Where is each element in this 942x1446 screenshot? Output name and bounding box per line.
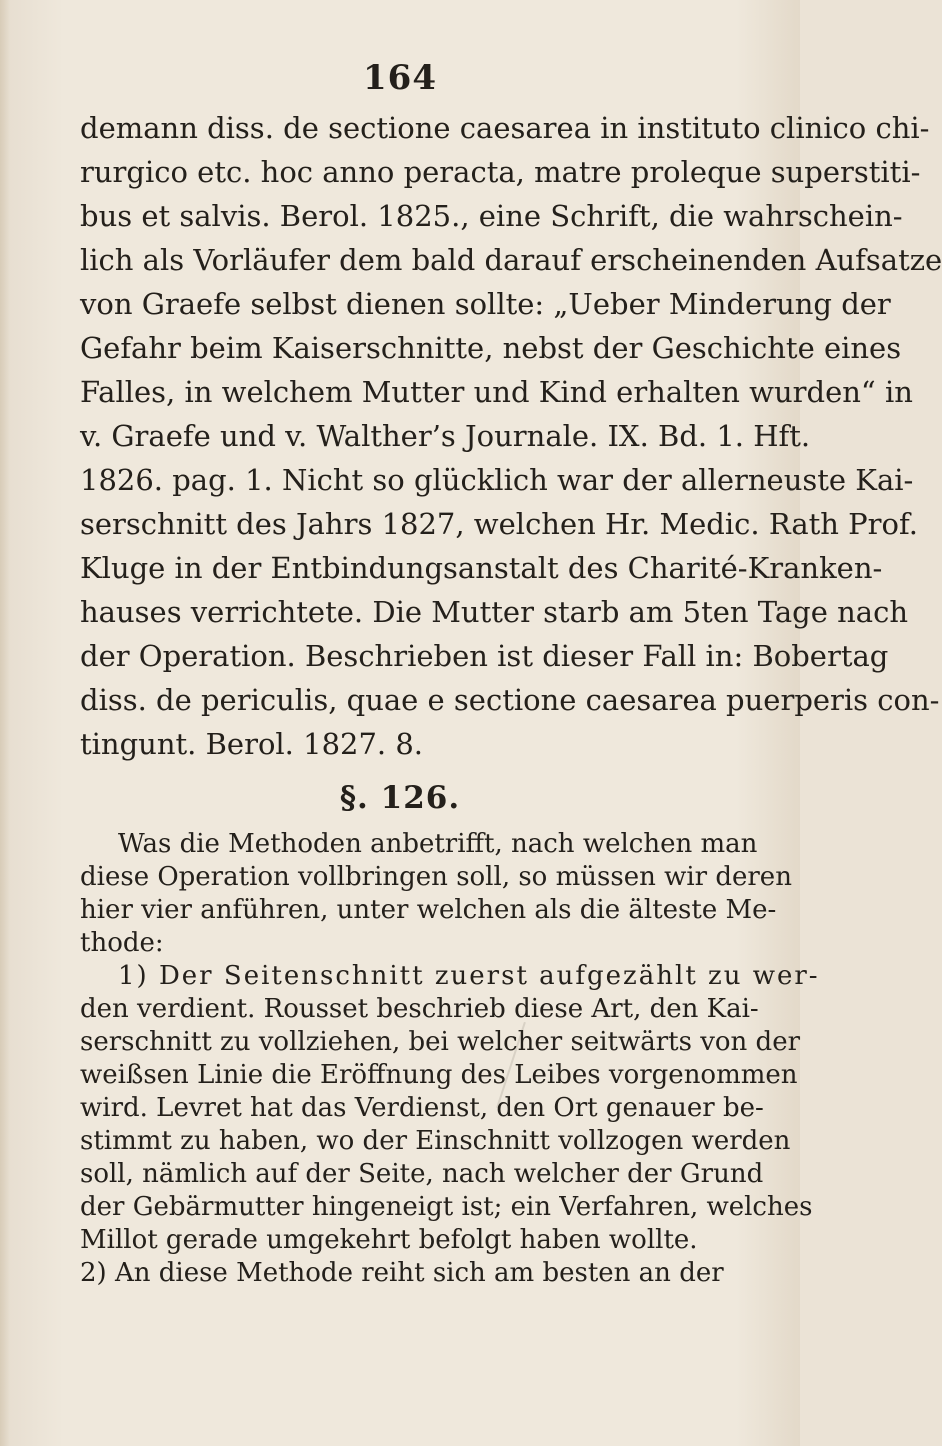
- text-line-13: der Operation. Beschrieben ist dieser Fall in: Bobertag: [80, 639, 889, 673]
- text-line-29: 2) An diese Methode reiht sich am besten an der: [80, 1258, 724, 1288]
- text-line-15: tingunt. Berol. 1827. 8.: [80, 727, 424, 761]
- text-line-1: demann diss. de sectione caesarea in instituto clinico chi-: [80, 111, 930, 145]
- text-line-23: weißsen Linie die Eröffnung des Leibes vorgenommen: [80, 1060, 798, 1090]
- text-line-5: von Graefe selbst dienen sollte: „Ueber Minderung der: [80, 287, 891, 321]
- text-line-4: lich als Vorläufer dem bald darauf erscheinenden Aufsatze: [80, 243, 942, 277]
- text-line-17: diese Operation vollbringen soll, so müssen wir deren: [80, 862, 792, 892]
- text-line-6: Gefahr beim Kaiserschnitte, nebst der Geschichte eines: [80, 331, 902, 365]
- text-line-12: hauses verrichtete. Die Mutter starb am 5ten Tage nach: [80, 595, 909, 629]
- text-line-8: v. Graefe und v. Walther’s Journale. IX. Bd. 1. Hft.: [80, 419, 811, 453]
- text-line-20: 1) Der Seitenschnitt zuerst aufgezählt zu wer-: [118, 961, 820, 991]
- page-edge-shadow: [0, 0, 10, 1446]
- text-line-16: Was die Methoden anbetrifft, nach welchen man: [118, 829, 758, 859]
- text-line-7: Falles, in welchem Mutter und Kind erhalten wurden“ in: [80, 375, 913, 409]
- text-line-18: hier vier anführen, unter welchen als die älteste Me-: [80, 895, 777, 925]
- section-heading: §. 126.: [339, 780, 461, 816]
- text-line-28: Millot gerade umgekehrt befolgt haben wollte.: [80, 1225, 698, 1255]
- text-line-25: stimmt zu haben, wo der Einschnitt vollzogen werden: [80, 1126, 791, 1156]
- text-line-24: wird. Levret hat das Verdienst, den Ort genauer be-: [80, 1093, 764, 1123]
- text-line-11: Kluge in der Entbindungsanstalt des Charité-Kranken-: [80, 551, 883, 585]
- text-line-2: rurgico etc. hoc anno peracta, matre proleque superstiti-: [80, 155, 921, 189]
- text-line-26: soll, nämlich auf der Seite, nach welcher der Grund: [80, 1159, 764, 1189]
- text-line-19: thode:: [80, 928, 164, 958]
- page-number: 164: [363, 58, 437, 98]
- text-line-9: 1826. pag. 1. Nicht so glücklich war der allerneuste Kai-: [80, 463, 914, 497]
- text-line-14: diss. de periculis, quae e sectione caesarea puerperis con-: [80, 683, 940, 717]
- text-line-21: den verdient. Rousset beschrieb diese Art, den Kai-: [80, 994, 759, 1024]
- text-line-27: der Gebärmutter hingeneigt ist; ein Verfahren, welches: [80, 1192, 813, 1222]
- text-line-10: serschnitt des Jahrs 1827, welchen Hr. Medic. Rath Prof.: [80, 507, 918, 541]
- text-line-22: serschnitt zu vollziehen, bei welcher seitwärts von der: [80, 1027, 801, 1057]
- text-line-3: bus et salvis. Berol. 1825., eine Schrift, die wahrschein-: [80, 199, 903, 233]
